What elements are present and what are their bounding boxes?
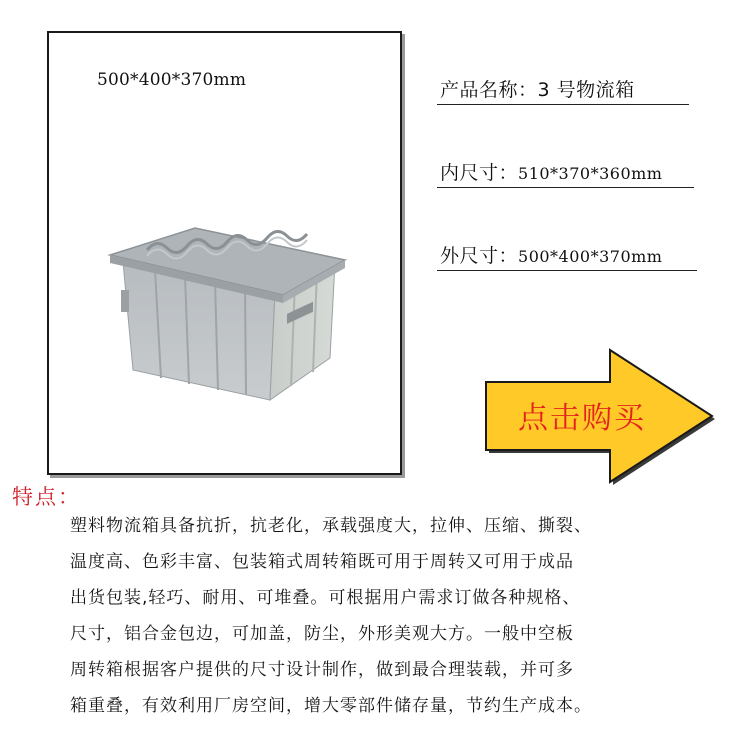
- features-line: 箱重叠，有效利用厂房空间，增大零部件储存量，节约生产成本。: [70, 696, 592, 716]
- spec-inner-label: 内尺寸：: [440, 162, 519, 184]
- spec-product-name: [440, 75, 635, 102]
- spec-name-label: 产品名称：: [440, 79, 538, 101]
- spec-underline: [437, 104, 689, 105]
- spec-underline: [437, 187, 694, 188]
- spec-inner-value: 510*370*360mm: [518, 164, 663, 183]
- spec-outer-value: 500*400*370mm: [518, 247, 663, 266]
- features-description: [70, 508, 720, 724]
- photo-caption: 500*400*370mm: [97, 70, 247, 90]
- features-line: 塑料物流箱具备抗折，抗老化，承载强度大，拉伸、压缩、撕裂、: [70, 516, 592, 536]
- spec-underline: [437, 270, 697, 271]
- plastic-logistics-crate-icon: [55, 180, 355, 410]
- features-line: 周转箱根据客户提供的尺寸设计制作，做到最合理装载，并可多: [70, 660, 574, 680]
- spec-name-value: 3 号物流箱: [537, 79, 635, 101]
- spec-inner-size: [440, 158, 662, 185]
- features-line: 温度高、色彩丰富、包装箱式周转箱既可用于周转又可用于成品: [70, 552, 574, 572]
- buy-now-button[interactable]: 点击购买: [518, 401, 646, 436]
- spec-outer-label: 外尺寸：: [440, 245, 519, 267]
- features-line: 尺寸，铝合金包边，可加盖，防尘，外形美观大方。一般中空板: [70, 624, 574, 644]
- features-title: 特点：: [12, 485, 81, 509]
- spec-outer-size: [440, 241, 662, 268]
- features-line: 出货包装,轻巧、耐用、可堆叠。可根据用户需求订做各种规格、: [70, 588, 581, 608]
